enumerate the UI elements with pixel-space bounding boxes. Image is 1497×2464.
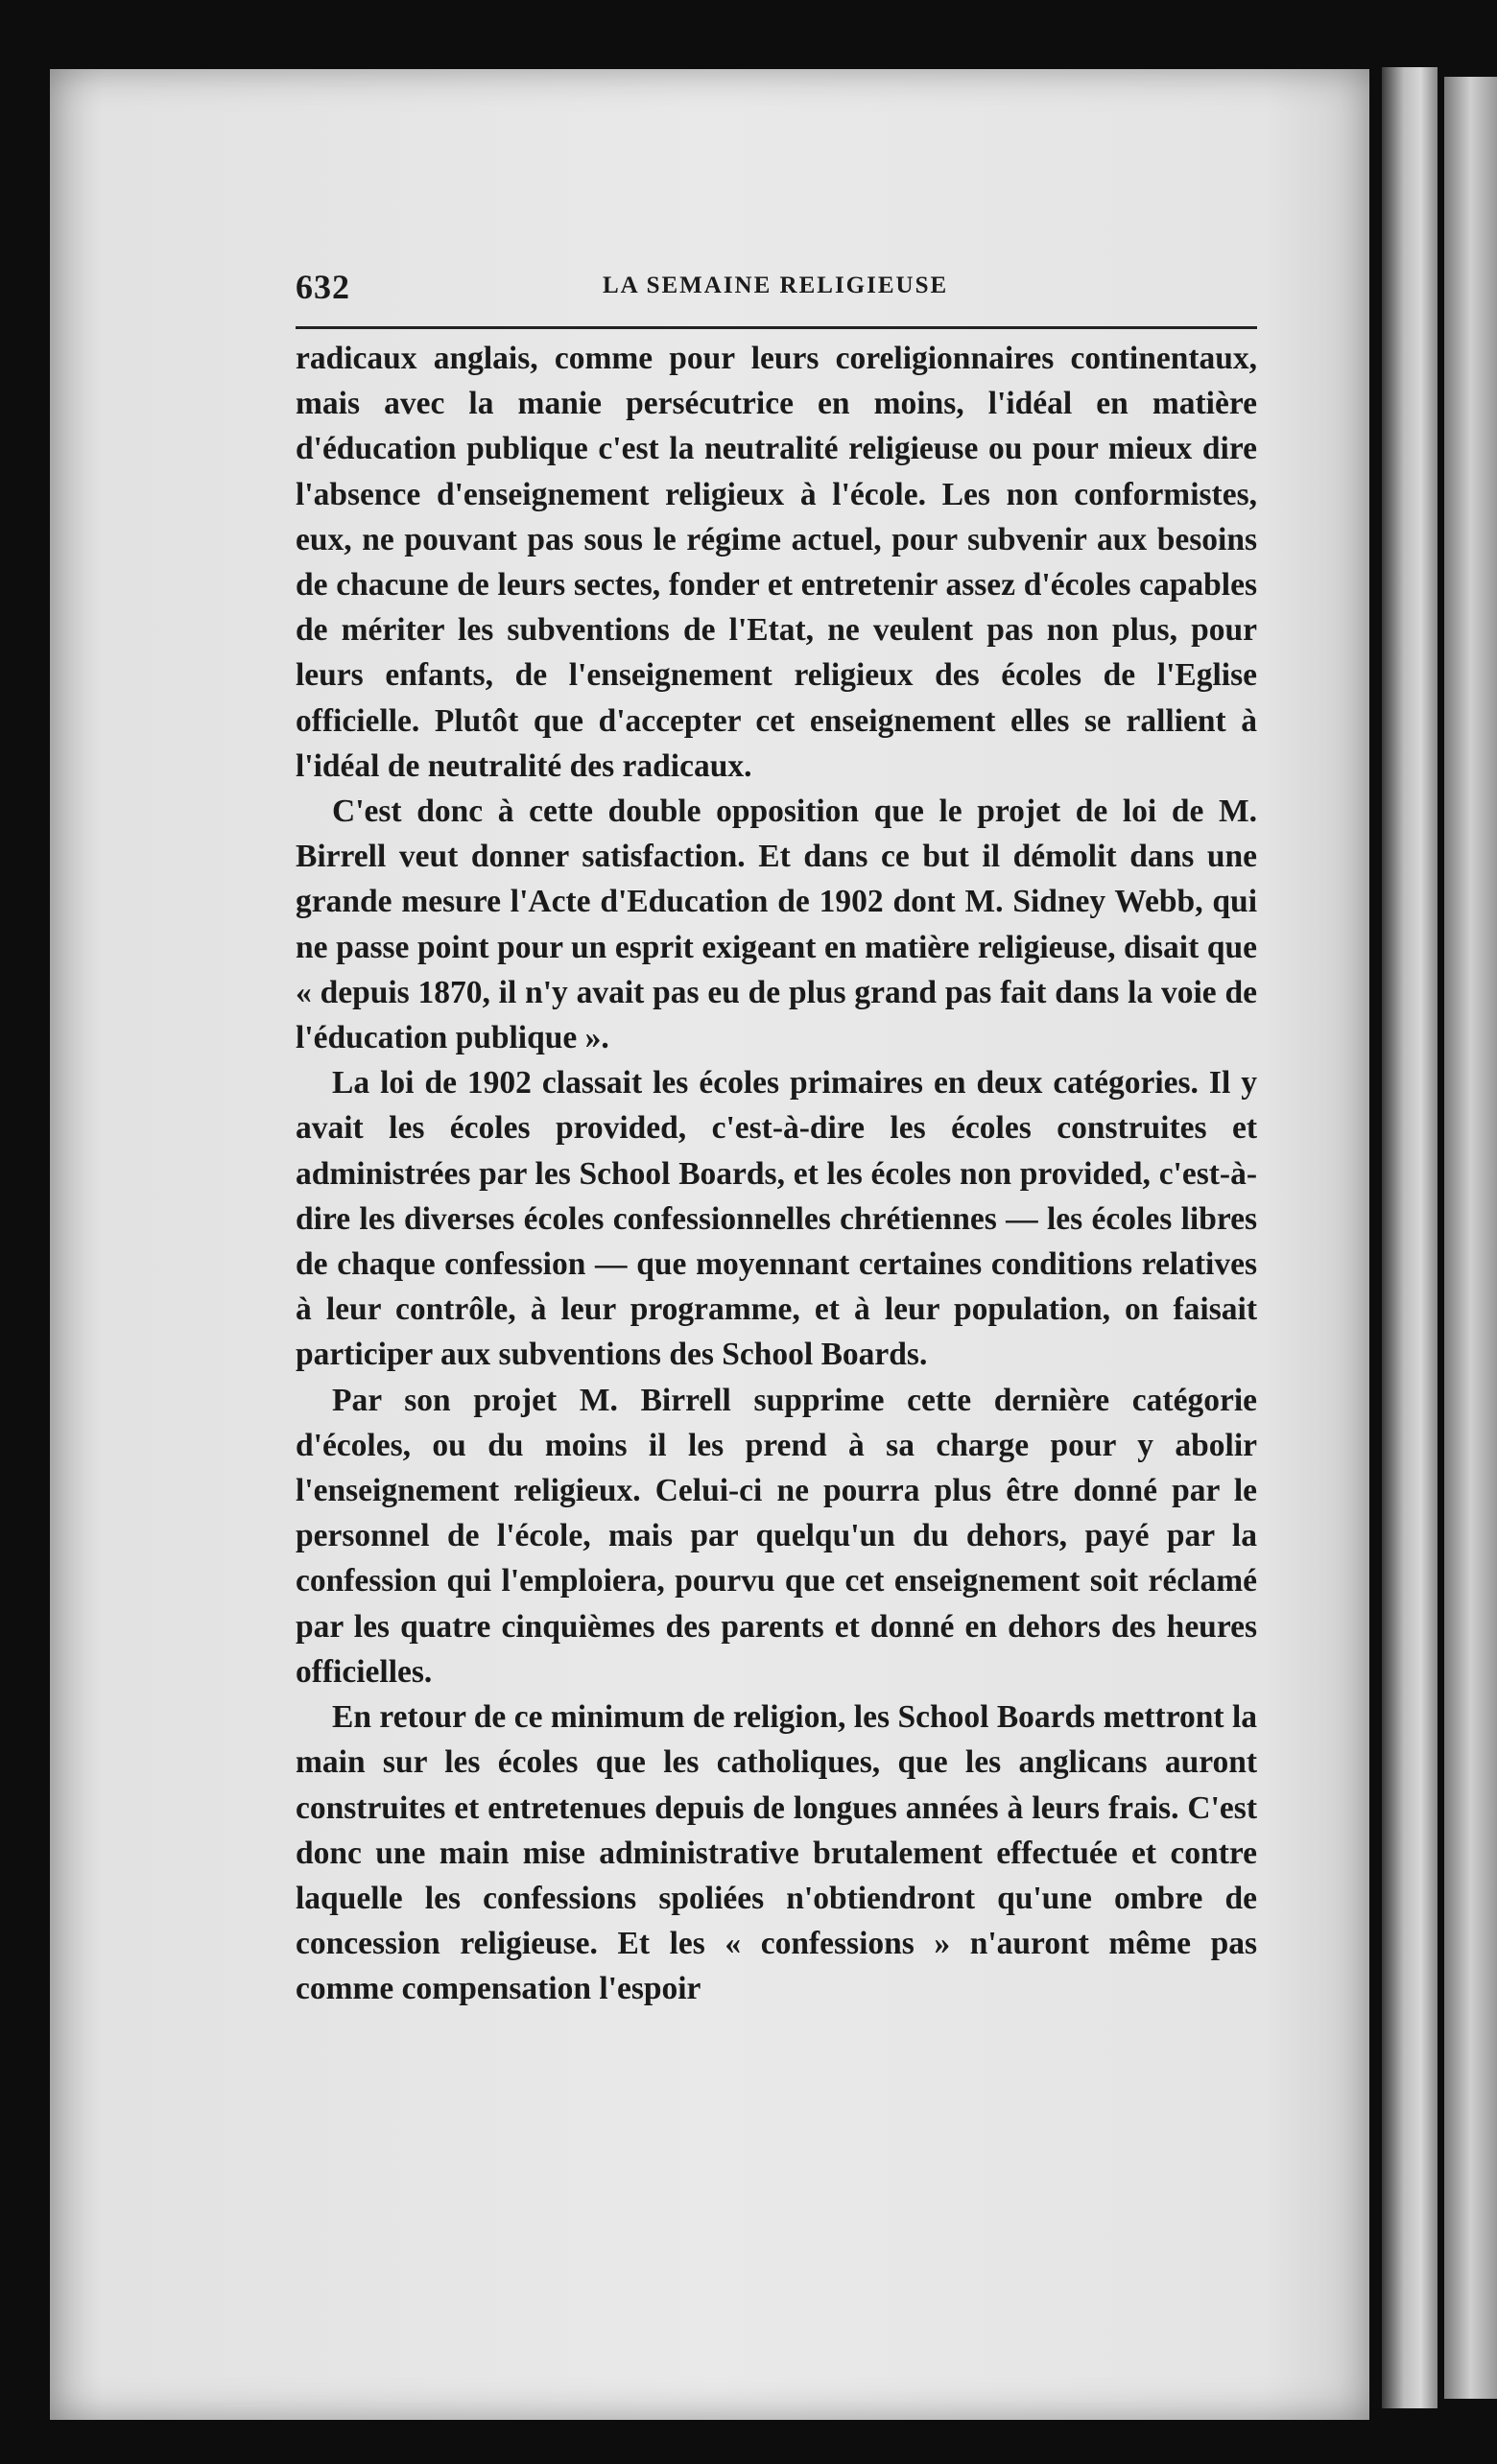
page-number: 632 [296,268,350,306]
paragraph-1: radicaux anglais, comme pour leurs coreligionnaires continentaux, mais avec la manie persécutrice en moins, l'idéal en matière d'éducation publique c'est la neutralité religieuse ou pour mieux dire l'absence d'enseignement religieux à l'école. Les non conformistes, eux, ne pouvant pas sous le régime actuel, pour subvenir aux besoins de chacune de leurs sectes, fonder et entretenir assez d'écoles capables de mériter les subventions de l'Etat, ne veulent pas non plus, pour leurs enfants, de l'enseignement religieux des écoles de l'Eglise officielle. Plutôt que d'accepter cet enseignement elles se rallient à l'idéal de neutralité des radicaux. [296,341,1257,784]
paragraph-3: La loi de 1902 classait les écoles primaires en deux catégories. Il y avait les écoles provided, c'est-à-dire les écoles construites et administrées par les School Boards, et les écoles non provided, c'est-à-dire les diverses écoles confessionnelles chrétiennes — les écoles libres de chaque confession — que moyennant certaines conditions relatives à leur contrôle, à leur programme, et à leur population, on faisait participer aux subventions des School Boards. [296,1065,1257,1373]
paragraph-5: En retour de ce minimum de religion, les School Boards mettront la main sur les écoles que les catholiques, que les anglicans auront construites et entretenues depuis de longues années à leurs frais. C'est donc une main mise administrative brutalement effectuée et contre laquelle les confessions spoliées n'obtiendront qu'une ombre de concession religieuse. Et les « confessions » n'auront même pas comme compensation l'espoir [296,1699,1257,2007]
far-page-edge [1444,77,1497,2399]
next-page-edge [1382,67,1438,2408]
running-title: LA SEMAINE RELIGIEUSE [603,272,949,298]
paragraph-2: C'est donc à cette double opposition que le projet de loi de M. Birrell veut donner satisfaction. Et dans ce but il démolit dans une grande mesure l'Acte d'Education de 1902 dont M. Sidney Webb, qui ne passe point pour un esprit exigeant en matière religieuse, disait que « depuis 1870, il n'y avait pas eu de plus grand pas fait dans la voie de l'éducation publique ». [296,794,1257,1056]
header-rule [296,326,1257,329]
page-header [296,267,1257,324]
body-text [296,336,1257,2012]
paragraph-4: Par son projet M. Birrell supprime cette dernière catégorie d'écoles, ou du moins il les prend à sa charge pour y abolir l'enseignement religieux. Celui-ci ne pourra plus être donné par le personnel de l'école, mais par quelqu'un du dehors, payé par la confession qui l'emploiera, pourvu que cet enseignement soit réclamé par les quatre cinquièmes des parents et donné en dehors des heures officielles. [296,1382,1257,1690]
